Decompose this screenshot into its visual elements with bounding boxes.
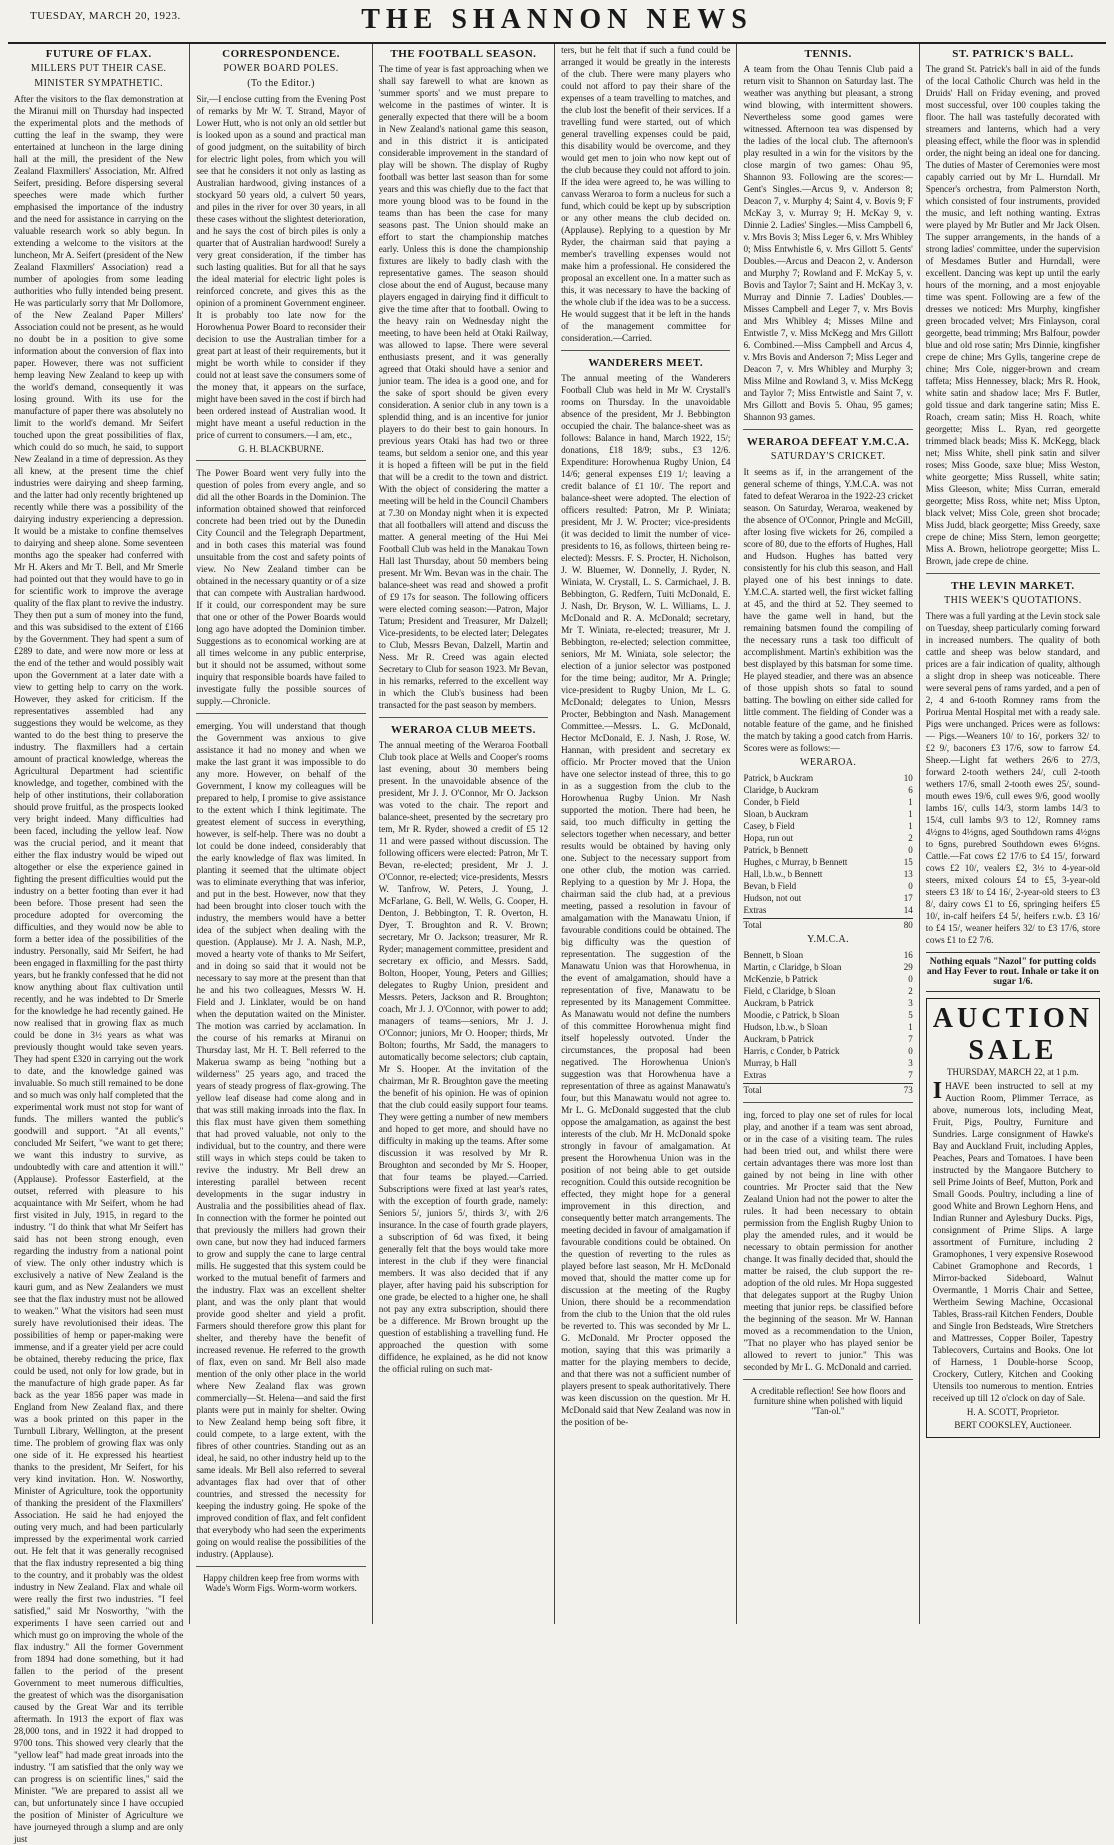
score-row [743,997,912,1009]
team-weraroa-heading: WERAROA. [799,757,857,768]
divider [743,1102,912,1103]
auction-title: AUCTION SALE [932,1003,1094,1066]
batsman-runs: 16 [903,950,913,960]
batsman-runs: 6 [908,785,913,795]
batsman-name: Extras [743,905,767,915]
batsman-name: Hopa, run out [743,833,794,843]
auction-auctioneer: BERT COOKSLEY, Auctioneer. [954,1420,1072,1430]
divider [743,1379,912,1380]
column-2 [189,44,371,1624]
article-ball-body: The grand St. Patrick's ball in aid of the funds of the local Catholic Church was held in the Druids' Hall on Friday evening, and proved most successful, over 100 couples taking the floor. The hall was tastefully decorated with streamers and lanterns, which had a very pleasing effect, while the floor was in splendid order, the night being an ideal one for dancing. The duties of Master of Ceremonies were most capably carried out by Mr L. Hurndall. Mr Spencer's orchestra, from Palmerston North, which consisted of four instruments, provided the music, and left nothing wanting. Extras were played by Mr Butler and Mr Jack Olsen. The supper arrangements, in the hands of a strong ladies' committee, under the supervision of Mesdames Butler and Hurndall, were excellent. Dancing was kept up until the early hours of the morning, and a most enjoyable time was spent. Following are a few of the dresses we noticed: Mrs Murphy, kingfisher green brocaded velvet; Mrs Finlayson, coral georgette, bead trimming; Mrs Balfour, powder blue and old rose satin; Mrs Dinnie, kingfisher crepe de chine; Mrs Gylls, tangerine crepe de chine; Mrs Cole, nigger-brown and cream taffeta; Miss Hennessey, black; Mrs R. Hook, white satin and shadow lace; Mrs F. Butler, gold tissue and dark tangerine satin; Miss E. Roach, cream satin; Miss H. Roach, white georgette; Miss L. Ryan, red georgette trimmed black beads; Miss K. McKegg, black net; Miss White, shell pink satin and silver roses; Miss Goode, saxe blue; Miss Weston, white georgette; Miss Russell, white satin; Miss Gleeson, white; Miss Curran, emerald georgette; Miss Ross, white net; Miss Upton, black velvet; Miss Cole, green shot brocade; Miss Judd, black georgette; Miss Greedy, saxe crepe de chine; Miss Stern, lemon georgette; Miss A. Brown, heliotrope georgette; Miss L. Brown, jade crepe de chine. [925,64,1101,566]
score-row [743,904,912,916]
score-row [743,1021,912,1033]
auction-ad [926,998,1100,1438]
batsman-name: Patrick, b Bennett [743,845,809,855]
batsman-runs: 29 [903,962,913,972]
divider [379,717,548,718]
batsman-runs: 1 [908,1022,913,1032]
batsman-name: Murray, b Hall [743,1058,797,1068]
total-label: Total [743,1085,762,1095]
article-weraroa-club-body: The annual meeting of the Weraroa Football Club took place at Wells and Cooper's rooms last evening, about 30 members being present. In the unavoidable absence of the president, Mr J. J. O'Connor, Mr O. Jackson was voted to the chair. The report and balance-sheet, presented by the secretary pro tem, Mr R. Ryder, showed a credit of £5 12 11 and were passed without discussion. The following officers were elected: Patron, Mr T. Bevan, re-elected; president, Mr J. J. O'Connor, re-elected; vice-presidents, Messrs W. Tanfrow, W. Peters, J. Young, J. McFarlane, G. Bell, W. Wells, G. Cooper, H. Denton, J. Bebbington, T. R. Overton, H. Dyer, T. Broughton and R. V. Brown; secretary, Mr O. Jackson; treasurer, Mr R. Ryder; management committee, president and secretary ex officio, and Messrs. Sadd, Bolton, Hooper, Young, Peters and Gillies; delegates to Rugby Union, president and Messrs. Peters, Jackson and R. Broughton; coach, Mr J. J. O'Connor, with power to add; managers of teams—seniors, Mr J. J. O'Connor; juniors, Mr O. Hooper; thirds, Mr Bolton; fourths, Mr Sadd, the managers to automatically become selectors; club captain, Mr S. Hooper. At the invitation of the chairman, Mr R. Broughton gave the meeting the benefit of his opinion. He was of opinion that the club could easily support four teams. They were getting a number of new members and hoped to get more, and should have no difficulty in making up the teams. After some discussion it was resolved by Mr R. Broughton and seconded by Mr S. Hooper, that four teams be played.—Carried. Subscriptions were fixed at last year's rates, with the exception of fourth grade, namely: Seniors 5/, juniors 5/, thirds 3/, with 2/6 insurance. In the case of fourth grade players, a subscription of 6d was fixed, it being generally felt that the boys would take more interest in the club if they were financial members. It was also decided that if any player, after having paid his subscription for one grade, be elected to a higher one, he shall not pay any extra subscription, should there be a difference. Mr Brown brought up the question of establishing a travelling fund. He approached the question with some diffidence, he explained, as he did not know the official ruling on such mat- [378,740,549,1374]
score-row [743,832,912,844]
auction-text: HAVE been instructed to sell at my Auction Room, Plimmer Terrace, as above, numerous lots, including Meat, Fruit, Pigs, Poultry, Furniture and Sundries. Large consignment of Hawke's Bay and Auckland Fruit, including Apples, Peaches, Pears and Tomatoes. I have been instructed by the Mangaore Butchery to sell Prime Joints of Beef, Mutton, Pork and Small Goods. Poultry, including a line of good White and Brown Leghorn Hens, and Indian Runner and Aylesbury Ducks. Pigs, consignment of Prime Slips. A large assortment of Furniture, including 2 Gramophones, 1 very expensive Rosewood Cabinet Gramophone and Records, 1 Mirror-backed Sideboard, Walnut Overmantle, 1 Morris Chair and Settee, Wertheim Sewing Machine, Occasional Tables, Brass-rail Kitchen Fenders, Double and Single Iron Bedsteads, Wire Stretchers and Mattresses, Copper Boiler, Tapestry Tablecovers, Curtains and Books. One lot of Harness, 1 Double-horse Scoop, Crockery, Cutlery, Kitchen and Cooking Utensils too numerous to mention. Entries received up till 12 o'clock on day of Sale. [932,1081,1094,1403]
batsman-runs: 15 [903,857,913,867]
divider [561,350,730,351]
subhead-quotations: THIS WEEK'S QUOTATIONS. [944,595,1082,606]
letter-signature: G. H. BLACKBURNE. [238,444,324,454]
subhead-minister: MINISTER SYMPATHETIC. [34,78,163,89]
article-levin-body: There was a full yarding at the Levin stock sale on Tuesday, sheep particularly coming forward in increased numbers. The quality of both cattle and sheep was below standard, and prices are a fair indication of quality, although a slight drop in sheep was noticeable. There were several pens of rams yarded, and a pen of 2, 4 and 6-tooth Romney rams from the Porirua Mental Hospital met with a ready sale. Pigs were unchanged. Prices were as follows:— Pigs.—Weaners 10/ to 16/, porkers 32/ to £2 9/, baconers £3 17/6, sow to farrow £4. Sheep.—Light fat wethers 26/6 to 27/3, forward 2-tooth wethers 24/, cull 2-tooth wethers 17/6, small 2-tooth ewes 25/, sound-mouth ewes 19/6, cull ewes 9/6, good woolly lambs 16/, culls 14/3, storm lambs 14/3 to 15/4, cull lambs 9/3 to 12/, Romney rams 4½gns to 4½gns, aged Southdown rams 4½gns to 6gns, purebred Southdown ewes 6½gns. Cattle.—Fat cows £2 17/6 to £4 15/, forward cows £2 10/, vealers £2, 3½ to 4-year-old steers, mixed colours £4 to £5, 3-year-old steers £3 18/ to £4 16/, 2-year-old steers to £3 8/, dairy cows £1 to £6, springing heifers £5 10/, in-calf heifers £4 5/, heifers r.w.b. £3 16/ to £4 15/, weaner heifers 32/ to £3 17/6, store cows £1 to £2 7/6. [925,611,1101,945]
score-row [743,892,912,904]
batsman-name: Hudson, l.b.w., b Sloan [743,1022,828,1032]
subhead-cricket: SATURDAY'S CRICKET. [770,451,886,462]
auction-proprietor: H. A. SCOTT, Proprietor. [966,1407,1059,1417]
article-tennis-body: A team from the Ohau Tennis Club paid a return visit to Shannon on Saturday last. The weather was anything but pleasant, a strong wind blowing, with intermittent showers. Nevertheless some good games were witnessed. Afternoon tea was dispensed by the ladies of the local club. The afternoon's play resulted in a win for the visitors by the close margin of two games: Ohau 95, Shannon 93. Following are the scores:— Gent's Singles.—Arcus 9, v. Anderson 8; Deacon 7, v. Murphy 4; Saint 4, v. Bovis 9; F McKay 3, v. Murray 9; H. McKay 9, v. Dinnie 2. Ladies' Singles.—Miss Campbell 6, v. Mrs Bovis 3; Miss Leger 6, v. Mrs Whibley 0; Miss Entwhistle 6, v. Mrs Gillott 5. Gents' Doubles.—Arcus and Deacon 2, v. Anderson and Murphy 7; Rowland and F. McKay 5, v. Bovis and Taylor 7; Saint and H. McKay 3, v. Murray and Dinnie 7. Ladies' Doubles.—Misses Campbell and Leger 7, v. Mrs Bovis and Mrs Whibley 4; Misses Milne and Entwistle 7, v. Miss McKegg and Mrs Gillott 6. Combined.—Miss Campbell and Arcus 4, v. Mrs Bovis and Anderson 7; Miss Leger and Deacon 7, v. Mrs Whibley and Murphy 3; Miss Milne and Rowland 3, v. Miss McKegg and Taylor 7; Miss Entwistle and Saint 7, v. Mrs Gillott and Bovis 5. Ohau, 95 games; Shannon 93 games. [743,64,913,422]
batsman-runs: 0 [908,845,913,855]
score-row [743,1057,912,1069]
headline-levin-market: THE LEVIN MARKET. [951,580,1075,592]
batsman-runs: 17 [903,893,913,903]
columns [8,44,1106,1844]
batsman-name: Casey, b Field [743,821,795,831]
score-row [743,868,912,880]
score-total [743,1083,912,1096]
batsman-name: Auckram, b Patrick [743,998,814,1008]
issue-date: TUESDAY, MARCH 20, 1923. [30,10,181,22]
batsman-name: McKenzie, b Patrick [743,974,818,984]
power-board-reply: The Power Board went very fully into the question of poles from every angle, and so did all the other Boards in the Dominion. The information obtained showed that reinforced concrete had been tried out by the Dunedin City Council and the Telegraph Department, and in both cases this material was found unsuitable from the cost and safety points of view. No New Zealand timber can be obtained in the necessary quantity or of a size that can compete with Australian hardwood. If it could, our correspondent may be sure that one or other of the Power Boards would long ago have adopted the Dominion timber. Suggestions as to economical working are at all times welcome in any public enterprise, but it should not be assumed, without some inquiry that responsible boards have failed to investigate fully the possible sources of supply.—Chronicle. [196,468,366,706]
batsman-name: Field, c Claridge, b Sloan [743,986,836,996]
article-flax-continued: emerging. You will understand that though the Government was anxious to give assistance it had no money and when we make the last grant it was impossible to do any more. However, on behalf of the Government, I know my colleagues will be prepared to help, I promise to give assistance to the extent which I think legitimate. The greatest element of success in everything, however, is self-help. There was no doubt a lot could be done indeed, considerably that the early knowledge of flax was limited. In planting it seemed that the ultimate object was to eliminate everything that was inferior, and put in the best. However, now that they had been brought into closer touch with the industry, the members would have a better idea of the subject when dealing with the question. (Applause). Mr J. A. Nash, M.P., moved a hearty vote of thanks to Mr Seifert, and in doing so said that it would not be necessary to say more at the present than that he and his two colleagues, Messrs W. H. Field and J. Linklater, would be on hand when the deputation waited on the Minister. The motion was carried by acclamation. In the course of his remarks at Miranui on Thursday last, Mr H. T. Bell referred to the Makerua swamp as being "nothing but a wilderness" 25 years ago, and traced the years of steady progress of flax-growing. The yellow leaf disease had come along and in that was still making inroads into the flax. In this flax must have given them something that had proved valuable, not only to the individual, but to the country, and there were still ways in which steps could be taken to revive the industry. Mr Bell drew an interesting parallel between recent developments in the sugar industry in Australia and the possibilities ahead of flax. In connection with the former he pointed out that previously the millers had grown their own cane, but now they had induced farmers to grow and supply the cane to large central mills. He suggested that this system could be worked to the mutual benefit of farmers and the industry. Flax was an excellent shelter plant, and was the only plant that would provide good shelter and yield a profit. Farmers should therefore grow this plant for shelter, and thereby have the benefit of increased revenue. He referred to the growth of flax, even on sand. Mr Bell also made mention of the only other place in the world where New Zealand flax was grown commercially—St. Helena—and said the first plants were put in mainly for shelter. Owing to New Zealand hemp being soft fibre, it could compete, to a large extent, with the fibres of other countries. Standing out as an ideal, he said, no other industry held up to the same ideals. Mr Bell also referred to several advantages flax had over that of other countries, and stressed the necessity for keeping the industry going. He spoke of the improved condition of flax, and felt confident that everybody who had seen the experiments going on would realise the possibilities of the industry. (Applause). [196,721,366,1559]
score-row [743,784,912,796]
score-row [743,856,912,868]
nazol-ad: Nothing equals "Nazol" for putting colds and Hay Fever to rout. Inhale or take it on sugar 1/6. [926,952,1100,992]
batsman-name: Claridge, b Auckram [743,785,819,795]
batsman-name: Conder, b Field [743,797,800,807]
worm-figs-ad: Happy children keep free from worms with Wade's Worm Figs. Worm-worm workers. [203,1573,360,1593]
letter-body: Sir,—I enclose cutting from the Evening Post of remarks by Mr W. T. Strand, Mayor of Lower Hutt, who is not only an old settler but is looked upon as a sound and practical man of good judgment, on the suitability of birch for electric light poles, from which you will see that he considers it not only as lasting as Australian hardwood, giving instances of a stockyard 50 years old, a culvert 50 years, and piles in the river for over 30 years, in all these cases without the slightest deterioration, and he says the cost of birch piles is only a quarter that of Australian hardwood! Surely a very great consideration, if the timber has such lasting qualities. But for all that he says the ideal material for electric light poles is reinforced concrete, and gives this as the opinion of a prominent Government engineer. It is probably too late now for the Horowhenua Power Board to reconsider their decision to use the Australian timber for a great part at least of their requirements, but it might be worth while to consider if they could not at least save the consumers some of the money that, it appears on the surface, might have been saved in the cost if birch had been ordered instead of Australian wood. It might have meant a useful reduction in the price of current to consumers.—I am, etc., [196,94,366,440]
auction-dropcap: I [932,1078,943,1104]
score-total [743,918,912,931]
batsman-name: Harris, c Conder, b Patrick [743,1046,840,1056]
batsman-runs: 2 [908,833,913,843]
article-football-body: The time of year is fast approaching when we shall say farewell to what are known as 'summer sports' and we must prepare to welcome in the pastimes of winter. It is generally expected that there will be a boom in New Zealand's national game this season, and in this district it is anticipated considerable improvement in the standard of play will be shown. The display of Rugby football was better last season than for some years and this was chiefly due to the fact that more young blood was to be found in the teams than has been the case for many seasons past. The Union should make an effort to start the championship matches early. Unless this is done the championship fixtures are likely to badly clash with the representative games. The season should close about the end of August, because many players engaged in dairying find it difficult to give the time after that to football. Owing to the heavy rain on Wednesday night the meeting, to have been held at Otaki Railway, was allowed to lapse. There were several enthusiasts present, and it was generally agreed that Otaki should have a senior and junior team. The idea is a good one, and for the sake of sport should be given every consideration. A senior club in any town is a splendid thing, and is an incentive for junior players to do their best to gain honours. In previous years Otaki has had two or three teams, but seldom a senior one, and this year it is hoped a fifteen will be put in the field that will be a credit to the town and district. With the object of considering the matter a meeting will be held in the Council Chambers at 7.30 on Monday night when it is expected that all footballers will attend and discuss the matter. A general meeting of the Hui Mei Football Club was held in the Manakau Town Hall last Thursday, about 50 members being present. Mr Wm. Bevan was in the chair. The balance-sheet was read and showed a profit of £9 17s for season. The following officers were elected coming season:—Patron, Major Tatum; President and Treasurer, Mr Dalzell; Vice-presidents, to be elected later; Delegates to Club, Messrs Bevan, Dalzell, Martin and Ness. Mr R. Creed was again elected Secretary to Club for season 1923. Mr Bevan, in his remarks, referred to the excellent way in which the Club's business had been transacted for the past season by members. [378,64,549,710]
scorecard-ymca [743,949,912,1096]
divider [926,573,1100,574]
headline-cricket: WERAROA DEFEAT Y.M.C.A. [746,436,910,448]
batsman-runs: 2 [908,986,913,996]
headline-correspondence: CORRESPONDENCE. [222,48,340,60]
team-ymca-heading: Y.M.C.A. [807,934,850,945]
batsman-runs: 3 [908,1058,913,1068]
batsman-runs: 0 [908,881,913,891]
batsman-name: Moodie, c Patrick, b Sloan [743,1010,840,1020]
score-row [743,1069,912,1081]
score-row [743,820,912,832]
subhead-to-editor: (To the Editor.) [247,78,315,89]
score-row [743,796,912,808]
column-1 [8,44,189,1844]
column-4 [554,44,736,1624]
newspaper-title: THE SHANNON NEWS [361,4,753,35]
score-row [743,808,912,820]
score-row [743,880,912,892]
batsman-name: Bevan, b Field [743,881,797,891]
score-row [743,985,912,997]
headline-tennis: TENNIS. [804,48,852,60]
article-weraroa-club-continued: ters, but he felt that if such a fund could be arranged it would be greatly in the interests of the club. There were many players who could not afford to pay their share of the expenses of a team travelling to matches, and the club lost the benefit of their services. If a travelling fund were started, out of which general travelling expenses could be paid, this disability would be overcome, and they would get men to join who now kept out of the club because they could not afford to join. If the idea were agreed to, he was willing to canvass Weraroa to form a nucleus for such a fund, which could be kept up by subscription or any other means the club decided on. (Applause). Replying to a question by Mr Ryder, the chairman said that paying a member's travelling expenses would not make him a professional. He considered the proposal an excellent one. In a matter such as this, it was necessary to have the backing of the whole club if the idea was to be a success. He would suggest that it be left in the hands of the management committee for consideration.—Carried. [561,45,731,343]
batsman-runs: 3 [908,998,913,1008]
score-row [743,772,912,784]
score-row [743,1045,912,1057]
subhead-power-board: POWER BOARD POLES. [223,63,339,74]
batsman-name: Auckram, b Patrick [743,1034,814,1044]
score-row [743,961,912,973]
batsman-runs: 0 [908,974,913,984]
batsman-runs: 5 [908,1010,913,1020]
batsman-runs: 1 [908,809,913,819]
batsman-runs: 10 [903,773,913,783]
batsman-runs: 13 [903,869,913,879]
scorecard-weraroa [743,772,912,931]
total-runs: 80 [903,920,913,930]
batsman-runs: 1 [908,821,913,831]
score-row [743,949,912,961]
masthead [8,6,1106,44]
divider [196,713,365,714]
batsman-runs: 0 [908,1046,913,1056]
divider [743,429,912,430]
score-row [743,1033,912,1045]
batsman-runs: 1 [908,797,913,807]
article-wanderers-body: The annual meeting of the Wanderers Football Club was held in Mr W. Crystall's rooms on Thursday. In the unavoidable absence of the president, Mr J. Bebbington occupied the chair. The balance-sheet was as follows: Balance in hand, March 1922, 15/; donations, £18 18/9; subs., £3 12/6. Expenditure: Horowhenua Rugby Union, £4 14/6; general expenses £19 1/; leaving a credit balance of £1 10/. The report and balance-sheet were adopted. The election of officers resulted: Patron, Mr P. Winiata; president, Mr J. W. Procter; vice-presidents (it was decided to limit the number of vice-presidents to 16, as follows, thirteen being re-elected): Messrs. F. S. Procter, H. Nicholson, J. W. Bluemer, W. Donnelly, J. Ryder, N. Winiata, W. Crystall, L. S. Carmichael, J. B. Bebbington, G. Redfern, Tuiti McDonald, E. J. Nash, Dr. Bryson, W. L. Williams, L. J. McDonald and R. A. McDonald; secretary, Mr T. Winiata, re-elected; treasurer, Mr J. Bebbington, re-elected; selection committee, seniors, Mr M. Winiata, sole selector; the election of a junior selector was postponed for the time being; auditor, Mr A. Pringle; vice-president to Rugby Union, Mr L. G. McDonald; delegates to Union, Messrs Procter, Bebbington and Nash. Management Committee.—Messrs. L. G. McDonald, Hector McDonald, E. J. Nash, J. Rose, W. Hannan, with president and secretary ex officio. Mr Procter moved that the Union have one selector instead of three, this to go in as a suggestion from the club to the Horowhenua Rugby Union. Mr Nash supported the motion. There had been, he said, too much difficulty in getting the selectors together when necessary, and better results would be obtained by having only one. Subject to the necessary support from one other club, the motion was carried. Replying to a question by Mr J. Hopa, the chairman said the club had, at a previous meeting, passed a resolution in favour of amalgamation with the Manawatu Union, if favourable conditions could be obtained. The big difficulty was the question of representation. The suggestion of the Manawatu Union was that Horowhenua, in the event of amalgamation, should have a representation of five, Manawatu to be represented by its Management Committee. As Manawatu would not define the numbers of this committee Horowhenua might find itself hopelessly outvoted. Under the circumstances, the proposal had been negatived. The Horowhenua Union's suggestion was that Horowhenua have a representation of three as against Manawatu's four, but this Manawatu would not agree to. Mr L. G. McDonald suggested that the club oppose the amalgamation, as against the best interests of the club. Mr H. McDonald spoke strongly in favour of amalgamation. At present the Horowhenua Union was in the position of not being able to get outside recognition. Could this outside recognition be effected, they might hope for a general improvement in this direction, and consequently better match arrangements. The meeting decided in favour of amalgamation if favourable conditions could be obtained. On the question of reverting to the rules as played before last season, Mr H. McDonald moved that, should the matter come up for discussion at the meeting of the Rugby Union, there should be a recommendation from the club to the Union that the old rules be reverted to. This was seconded by Mr L. G. McDonald. Mr Procter opposed the motion, saying that this was primarily a matter for the playing members to decide, and that there was not a sufficient number of players present to speak authoritatively. There was keen discussion on the question. Mr H. McDonald said that New Zealand was now in the position of be- [561,373,731,1427]
divider [196,1566,365,1567]
score-row [743,1009,912,1021]
headline-football: THE FOOTBALL SEASON. [390,48,537,60]
divider [196,460,365,461]
batsman-name: Bennett, b Sloan [743,950,804,960]
batsman-runs: 14 [903,905,913,915]
article-flax-body: After the visitors to the flax demonstration at the Miranui mill on Thursday had inspected the experimental plots and the methods of cutting the leaf in the swamp, they were entertained at luncheon in the large dining hall at the mill, the president of the New Zealand Flaxmillers' Association, Mr. Alfred Seifert, presiding. Before dispersing several speeches were made which further emphasised the importance of the industry and the need for assistance in carrying on the valuable research work so ably begun. In extending a welcome to the visitors at the luncheon, Mr A. Seifert (president of the New Zealand Flaxmillers' Association) read a number of apologies from some leading authorities who fully intended being present. He was particularly sorry that Mr Dollomore, of the New Zealand Paper Millers' Association could not be present, as he would no doubt be in a position to give some information about the conversion of flax into paper. However, there was not sufficient hemp leaving New Zealand to keep up with the world's demand, consequently it was losing ground. With its use for the manufacture of paper there was absolutely no limit to the world's demand. Mr Seifert touched upon the great possibilities of flax, which could do so much, he said, to support New Zealand in a time of depression. As they all knew, at the present time the chief industries were dairying and sheep farming, and the latter had only recently brightened up recently while there was a possibility of the dairying industry experiencing a depression. It would be a mistake to confine themselves to dairying and sheep alone. Some seventeen months ago the speaker had conferred with Mr H. Akers and Mr T. Bell, and Mr Smerle had pointed out that they would have to go in for scientific work to improve the average quality of the flax plant to revive the industry. They then put a sum of money into the fund, and this was subsidised to the extent of £166 by the Government. They had spent a sum of £289 to date, and were now more or less at the end of the tether and would possibly wait upon the Government at a later date with a view to getting help to carry on the work. However, they asked for criticism. If the representatives assembled had any suggestions they would be welcome, as they wanted to do the best thing to preserve the industry. The flaxmillers had a certain amount of practical knowledge, whereas the Agricultural Department had scientific knowledge, and together, combined with the help of other institutions, their collaboration should prove fruitful, as the prospects looked very bright indeed. Many difficulties had been faced, including the yellow leaf. Now was the crucial period, and it meant that either the flax industry would be wiped out altogether or else the experience gained in fighting the present difficulties would put the industry on a better footing than ever it had been before. Those present had seen the procedure adopted for overcoming the difficulties, and they would now be able to form a better idea of the possibilities of the industry. Personally, said Mr Seifert, he had been engaged in flaxmilling for the past thirty years, but he frankly confessed that he did not know anything about flax cultivation until recently, and he was indebted to Dr Smerle for the knowledge he had recently gained. He now realised that in growing flax as much could be done in 3½ years as what was previously thought would take seven years. They had spent £320 in carrying out the work to date, and the knowledge gained was invaluable. So much still remained to be done and so much was only half completed that the experimental work must not stop for want of funds. The millers wanted the public's goodwill and support. "At all events," concluded Mr Seifert, "we want to get there; we want this industry to survive, as undoubtedly with care and attention it will." (Applause). Professor Easterfield, at the outset, referred with pleasure to his acquaintance with Mr Seifert, whom he had first visited in July, 1915, in regard to the industry. "I do think that what Mr Seifert has said has not been strong enough, even regarding the industry from a national point of view. The only other industry which is exclusively a native of New Zealand is the kauri gum, and as New Zealanders we must see that the flax industry must not be allowed to weaken." What the visitors had seen must surely have revolutionised their ideas. The possibilities of hemp or paper-making were immense, and if a greater yield per acre could be obtained, thereby reducing the price, flax could be used, not only for low grade, but in the manufacture of high grade paper. As far back as the year 1856 paper was made in England from New Zealand flax, and there was a book printed on this paper in the Turnbull Library, Wellington, at the present time. The problem of growing flax was only one side of it. He expressed his heartiest thanks to the president, Mr Seifert, for his very kind invitation. Hon. W. Nosworthy, Minister of Agriculture, took the opportunity of thanking the president of the Flaxmillers' Association. He said he had enjoyed the outing very much, and had been particularly impressed by the experimental work carried out. He felt that it was generally recognised that the flax industry represented a big thing to the country, and it probably was the oldest industry in New Zealand. Flax and whale oil were really the first two industries. "I feel satisfied," said Mr Nosworthy, "with the experiments I have seen carried out and which must go on improving the whole of the flax industry." All the former Government from 1894 had done something, but it had fallen to the period of the present Government to meet numerous difficulties, the greatest of which was the disorganisation caused by the Great War and its terrible aftermath. In 1913 the export of flax was 28,000 tons, and in 1922 it had dropped to 9700 tons. This showed very clearly that the "yellow leaf" had made great inroads into the industry. "I am satisfied that the only way we can progress is on scientific lines," said the Minister. "We are prepared to assist all we can, but unfortunately since I have occupied the position of Minister of Agriculture we have journeyed through a slump and are only just [14,94,184,1844]
column-5 [736,44,918,1624]
batsman-name: Hughes, c Murray, b Bennett [743,857,848,867]
headline-wanderers: WANDERERS MEET. [588,357,704,369]
batsman-name: Patrick, b Auckram [743,773,814,783]
subhead-millers: MILLERS PUT THEIR CASE. [30,63,167,74]
column-6 [919,44,1106,1624]
batsman-name: Extras [743,1070,767,1080]
score-row [743,973,912,985]
headline-flax: FUTURE OF FLAX. [45,48,152,60]
batsman-name: Martin, c Claridge, b Sloan [743,962,842,972]
total-label: Total [743,920,762,930]
headline-st-patricks-ball: ST. PATRICK'S BALL. [952,48,1074,60]
batsman-name: Hudson, not out [743,893,802,903]
tan-ol-ad: A creditable reflection! See how floors and furniture shine when polished with liquid "Tan-ol." [750,1386,906,1416]
article-cricket-body: It seems as if, in the arrangement of the general scheme of things, Y.M.C.A. was not fated to defeat Weraroa in the 1922-23 cricket season. On Saturday, Weraroa, weakened by the absence of O'Connor, Pringle and McGill, after losing five wickets for 26, compiled a score of 80, due to the efforts of Hughes, Hall and Hudson. Hughes has batted very consistently for his club this season, and Hall played one of his best innings to date. Y.M.C.A. started well, the first wicket falling at 45, and the third at 52. They seemed to have the game well in hand, but the remaining batsmen found the compiling of the necessary runs a task too difficult of accomplishment. Martin's exhibition was the best displayed by this batsman for some time. He played steadier, and there was an absence of those uppish shots so fatal to sound batting. The bowling on either side called for little comment. The fielding of Conder was a notable feature of the game, and he finished the match by taking a good catch from Harris. Scores were as follows:— [743,467,913,753]
headline-weraroa-club: WERAROA CLUB MEETS. [390,724,536,736]
article-wanderers-continued: ing, forced to play one set of rules for local play, and another if a team was sent abroad, or in the case of a visiting team. The rules had been tried out, and whilst there were certain advantages there was more lost than gained by not being in line with other countries. Mr Procter said that the New Zealand Union had not the power to alter the rules. It had been necessary to obtain permission from the English Rugby Union to play the amended rules, and it would be necessary to obtain permission for another change. It was finally decided that, should the matter be raised, the club support the re-adoption of the old rules. Mr Hopa suggested that delegates support at the Rugby Union meeting that junior reps. be classified before the beginning of the season. Mr W. Hannan moved as a recommendation to the Union, "That no player who has played senior be allowed to revert to junior." This was seconded by Mr L. G. McDonald and carried. [743,1110,913,1372]
batsman-runs: 7 [908,1070,913,1080]
batsman-runs: 7 [908,1034,913,1044]
column-3 [372,44,554,1624]
auction-body [933,1080,1093,1404]
batsman-name: Sloan, b Auckram [743,809,809,819]
score-row [743,844,912,856]
batsman-name: Hall, l.b.w., b Bennett [743,869,823,879]
total-runs: 73 [903,1085,913,1095]
auction-date: THURSDAY, MARCH 22, at 1 p.m. [947,1067,1079,1077]
